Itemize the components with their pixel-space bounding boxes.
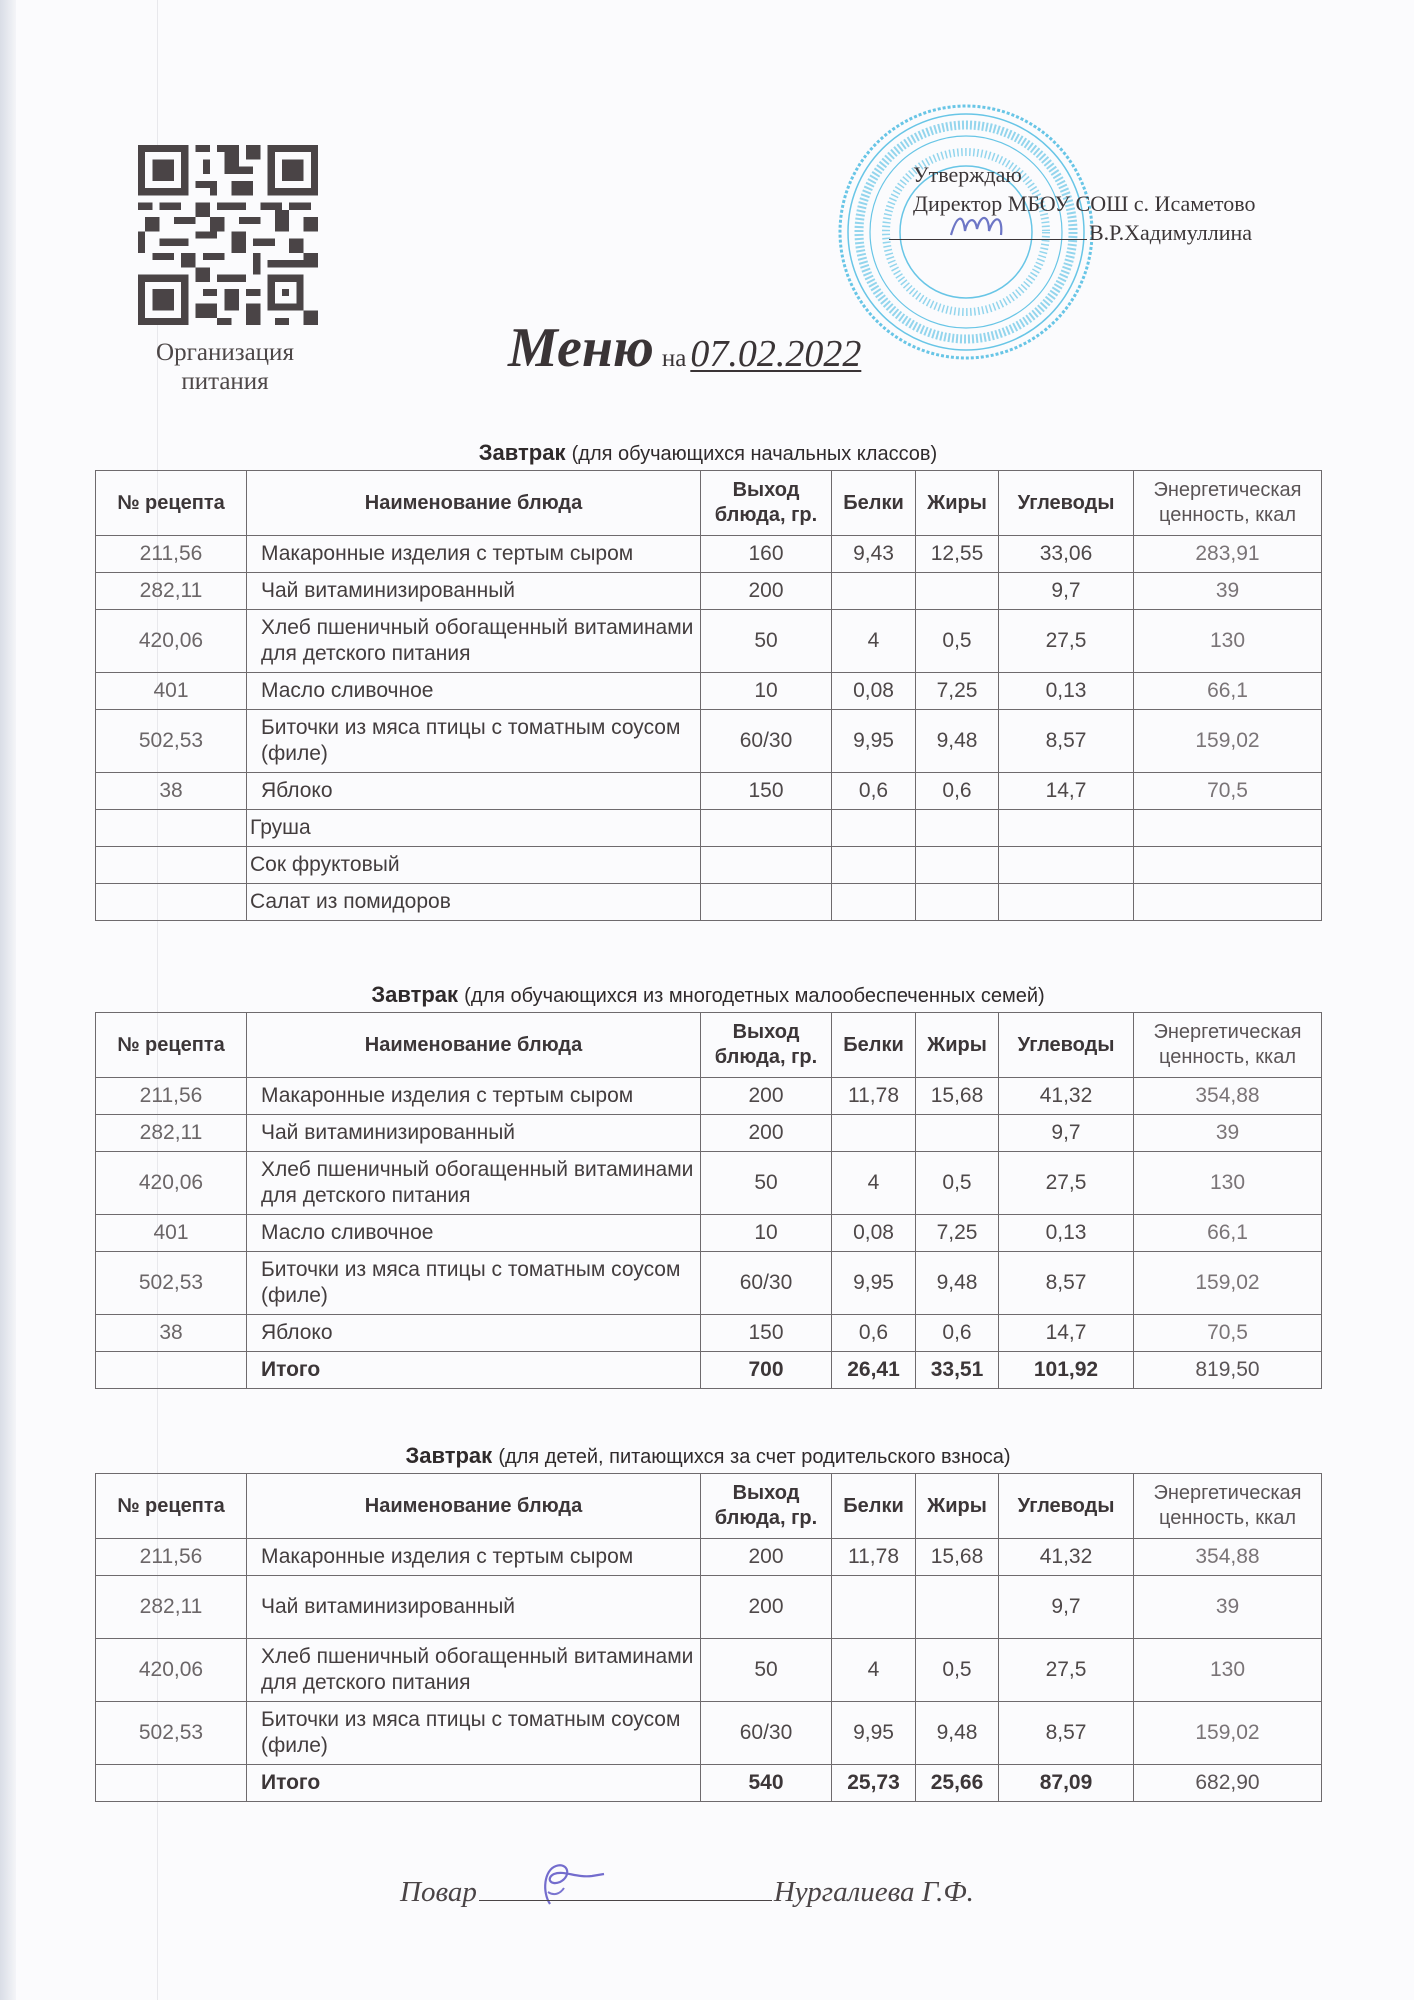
protein: 0,08 <box>832 673 916 710</box>
dish-name: Чай витаминизированный <box>247 1576 701 1639</box>
fat <box>916 1115 999 1152</box>
fat: 7,25 <box>916 673 999 710</box>
yield: 200 <box>701 1539 832 1576</box>
menu-table-primary-classes <box>95 470 1322 921</box>
yield: 60/30 <box>701 1252 832 1315</box>
recipe-number: 401 <box>96 1215 247 1252</box>
carbs: 41,32 <box>999 1539 1134 1576</box>
col-yield: Выход блюда, гр. <box>701 471 832 536</box>
approval-block <box>913 160 1256 247</box>
col-energy: Энергетическая ценность, ккал <box>1134 1474 1322 1539</box>
dish-name: Макаронные изделия с тертым сыром <box>247 1078 701 1115</box>
protein <box>832 1115 916 1152</box>
dish-name: Масло сливочное <box>247 673 701 710</box>
carbs: 41,32 <box>999 1078 1134 1115</box>
dish-name: Биточки из мяса птицы с томатным соусом (филе) <box>247 1252 701 1315</box>
total-yield: 540 <box>701 1765 832 1802</box>
col-fat: Жиры <box>916 1013 999 1078</box>
table-row <box>96 536 1322 573</box>
section-title-bold: Завтрак <box>478 440 566 465</box>
fat: 0,5 <box>916 610 999 673</box>
total-energy: 682,90 <box>1134 1765 1322 1802</box>
yield: 200 <box>701 573 832 610</box>
table-row <box>96 1078 1322 1115</box>
dish-name: Хлеб пшеничный обогащенный витаминами для детского питания <box>247 1152 701 1215</box>
director-signature-line <box>889 239 1087 240</box>
menu-table-large-families <box>95 1012 1322 1389</box>
recipe-number: 502,53 <box>96 1702 247 1765</box>
yield <box>701 810 832 847</box>
energy: 70,5 <box>1134 773 1322 810</box>
table-row <box>96 1702 1322 1765</box>
carbs <box>999 884 1134 921</box>
total-fat: 25,66 <box>916 1765 999 1802</box>
carbs <box>999 847 1134 884</box>
energy: 66,1 <box>1134 673 1322 710</box>
yield: 50 <box>701 610 832 673</box>
protein <box>832 884 916 921</box>
carbs: 9,7 <box>999 573 1134 610</box>
dish-name: Макаронные изделия с тертым сыром <box>247 536 701 573</box>
table-header-row <box>96 1474 1322 1539</box>
recipe-number <box>96 810 247 847</box>
col-recipe-number: № рецепта <box>96 1013 247 1078</box>
carbs <box>999 810 1134 847</box>
total-recipe-empty <box>96 1352 247 1389</box>
section-title-sub: (для детей, питающихся за счет родительского взноса) <box>498 1446 1011 1468</box>
col-yield: Выход блюда, гр. <box>701 1013 832 1078</box>
carbs: 8,57 <box>999 710 1134 773</box>
recipe-number: 282,11 <box>96 1576 247 1639</box>
section-title-parent-paid <box>95 1443 1321 1469</box>
yield: 60/30 <box>701 1702 832 1765</box>
protein <box>832 847 916 884</box>
recipe-number: 38 <box>96 773 247 810</box>
yield: 10 <box>701 673 832 710</box>
col-dish-name: Наименование блюда <box>247 471 701 536</box>
table-row <box>96 573 1322 610</box>
menu-table-parent-paid <box>95 1473 1322 1802</box>
yield: 160 <box>701 536 832 573</box>
recipe-number <box>96 884 247 921</box>
total-protein: 26,41 <box>832 1352 916 1389</box>
section-title-large-families <box>95 982 1321 1008</box>
qr-block <box>130 145 320 396</box>
yield <box>701 884 832 921</box>
fat <box>916 847 999 884</box>
recipe-number: 211,56 <box>96 536 247 573</box>
fat: 12,55 <box>916 536 999 573</box>
table-row <box>96 1252 1322 1315</box>
protein: 9,43 <box>832 536 916 573</box>
energy: 39 <box>1134 1115 1322 1152</box>
energy: 283,91 <box>1134 536 1322 573</box>
total-yield: 700 <box>701 1352 832 1389</box>
yield: 200 <box>701 1576 832 1639</box>
yield: 10 <box>701 1215 832 1252</box>
col-protein: Белки <box>832 1013 916 1078</box>
fat: 15,68 <box>916 1539 999 1576</box>
table-row <box>96 1115 1322 1152</box>
energy: 354,88 <box>1134 1539 1322 1576</box>
recipe-number: 282,11 <box>96 573 247 610</box>
col-carbs: Углеводы <box>999 471 1134 536</box>
fat: 15,68 <box>916 1078 999 1115</box>
table-header-row <box>96 471 1322 536</box>
qr-code-icon <box>138 145 318 325</box>
recipe-number: 420,06 <box>96 1639 247 1702</box>
total-energy: 819,50 <box>1134 1352 1322 1389</box>
total-protein: 25,73 <box>832 1765 916 1802</box>
carbs: 27,5 <box>999 610 1134 673</box>
col-recipe-number: № рецепта <box>96 471 247 536</box>
recipe-number: 211,56 <box>96 1078 247 1115</box>
total-carbs: 87,09 <box>999 1765 1134 1802</box>
table-total-row <box>96 1765 1322 1802</box>
recipe-number: 38 <box>96 1315 247 1352</box>
recipe-number: 211,56 <box>96 1539 247 1576</box>
dish-name: Сок фруктовый <box>247 847 701 884</box>
table-row <box>96 1315 1322 1352</box>
fat: 0,5 <box>916 1152 999 1215</box>
dish-name: Салат из помидоров <box>247 884 701 921</box>
protein: 4 <box>832 1152 916 1215</box>
recipe-number: 502,53 <box>96 710 247 773</box>
protein: 11,78 <box>832 1078 916 1115</box>
recipe-number: 420,06 <box>96 610 247 673</box>
total-carbs: 101,92 <box>999 1352 1134 1389</box>
protein: 4 <box>832 610 916 673</box>
total-label: Итого <box>247 1352 701 1389</box>
energy: 159,02 <box>1134 710 1322 773</box>
col-protein: Белки <box>832 1474 916 1539</box>
carbs: 8,57 <box>999 1252 1134 1315</box>
carbs: 14,7 <box>999 1315 1134 1352</box>
table-row <box>96 1539 1322 1576</box>
col-fat: Жиры <box>916 471 999 536</box>
table-row <box>96 810 1322 847</box>
table-total-row <box>96 1352 1322 1389</box>
protein: 9,95 <box>832 1702 916 1765</box>
section-title-bold: Завтрак <box>405 1443 493 1468</box>
col-carbs: Углеводы <box>999 1013 1134 1078</box>
table-row <box>96 1639 1322 1702</box>
carbs: 14,7 <box>999 773 1134 810</box>
qr-caption-line1: Организация <box>156 339 294 366</box>
fat: 0,6 <box>916 773 999 810</box>
cook-signature-line <box>479 1900 772 1901</box>
table-row <box>96 610 1322 673</box>
yield: 150 <box>701 1315 832 1352</box>
carbs: 33,06 <box>999 536 1134 573</box>
fat: 9,48 <box>916 1252 999 1315</box>
energy: 70,5 <box>1134 1315 1322 1352</box>
protein: 0,08 <box>832 1215 916 1252</box>
section-title-bold: Завтрак <box>371 982 459 1007</box>
table-row <box>96 673 1322 710</box>
approval-position: Директор МБОУ СОШ с. Исаметово <box>913 191 1256 216</box>
col-recipe-number: № рецепта <box>96 1474 247 1539</box>
energy: 130 <box>1134 610 1322 673</box>
approval-heading: Утверждаю <box>913 162 1022 187</box>
fat: 9,48 <box>916 1702 999 1765</box>
col-dish-name: Наименование блюда <box>247 1013 701 1078</box>
fat: 9,48 <box>916 710 999 773</box>
protein <box>832 573 916 610</box>
recipe-number: 420,06 <box>96 1152 247 1215</box>
table-row <box>96 884 1322 921</box>
protein: 0,6 <box>832 773 916 810</box>
col-energy: Энергетическая ценность, ккал <box>1134 1013 1322 1078</box>
page-title <box>508 316 861 380</box>
energy <box>1134 884 1322 921</box>
qr-caption <box>130 338 320 396</box>
protein <box>832 810 916 847</box>
col-carbs: Углеводы <box>999 1474 1134 1539</box>
carbs: 27,5 <box>999 1639 1134 1702</box>
fat: 0,6 <box>916 1315 999 1352</box>
dish-name: Яблоко <box>247 1315 701 1352</box>
energy <box>1134 847 1322 884</box>
carbs: 8,57 <box>999 1702 1134 1765</box>
table-row <box>96 1576 1322 1639</box>
qr-caption-line2: питания <box>181 368 269 395</box>
table-header-row <box>96 1013 1322 1078</box>
dish-name: Чай витаминизированный <box>247 573 701 610</box>
protein: 11,78 <box>832 1539 916 1576</box>
carbs: 9,7 <box>999 1576 1134 1639</box>
menu-date: 07.02.2022 <box>690 333 862 375</box>
table-row <box>96 1215 1322 1252</box>
yield: 50 <box>701 1152 832 1215</box>
yield: 200 <box>701 1078 832 1115</box>
col-protein: Белки <box>832 471 916 536</box>
dish-name: Груша <box>247 810 701 847</box>
dish-name: Масло сливочное <box>247 1215 701 1252</box>
yield: 60/30 <box>701 710 832 773</box>
fat: 0,5 <box>916 1639 999 1702</box>
dish-name: Макаронные изделия с тертым сыром <box>247 1539 701 1576</box>
energy: 354,88 <box>1134 1078 1322 1115</box>
recipe-number: 282,11 <box>96 1115 247 1152</box>
energy: 39 <box>1134 573 1322 610</box>
energy: 159,02 <box>1134 1252 1322 1315</box>
protein: 0,6 <box>832 1315 916 1352</box>
table-row <box>96 847 1322 884</box>
carbs: 27,5 <box>999 1152 1134 1215</box>
director-name: В.Р.Хадимуллина <box>1089 220 1253 245</box>
table-row <box>96 710 1322 773</box>
protein: 9,95 <box>832 1252 916 1315</box>
approval-signatory <box>913 218 1256 247</box>
fat: 7,25 <box>916 1215 999 1252</box>
dish-name: Яблоко <box>247 773 701 810</box>
energy: 66,1 <box>1134 1215 1322 1252</box>
carbs: 0,13 <box>999 673 1134 710</box>
dish-name: Хлеб пшеничный обогащенный витаминами для детского питания <box>247 1639 701 1702</box>
table-row <box>96 773 1322 810</box>
energy: 130 <box>1134 1639 1322 1702</box>
protein <box>832 1576 916 1639</box>
section-title-primary-classes <box>95 440 1321 466</box>
energy: 130 <box>1134 1152 1322 1215</box>
cook-signature-block <box>400 1876 974 1909</box>
dish-name: Биточки из мяса птицы с томатным соусом (филе) <box>247 710 701 773</box>
protein: 4 <box>832 1639 916 1702</box>
dish-name: Биточки из мяса птицы с томатным соусом (филе) <box>247 1702 701 1765</box>
yield: 200 <box>701 1115 832 1152</box>
recipe-number: 401 <box>96 673 247 710</box>
energy: 159,02 <box>1134 1702 1322 1765</box>
energy: 39 <box>1134 1576 1322 1639</box>
cook-name: Нургалиева Г.Ф. <box>773 1876 974 1908</box>
fat <box>916 884 999 921</box>
yield: 50 <box>701 1639 832 1702</box>
col-yield: Выход блюда, гр. <box>701 1474 832 1539</box>
total-recipe-empty <box>96 1765 247 1802</box>
fat <box>916 810 999 847</box>
table-row <box>96 1152 1322 1215</box>
cook-role: Повар <box>400 1876 477 1908</box>
recipe-number <box>96 847 247 884</box>
total-fat: 33,51 <box>916 1352 999 1389</box>
yield: 150 <box>701 773 832 810</box>
section-title-sub: (для обучающихся начальных классов) <box>571 443 938 465</box>
recipe-number: 502,53 <box>96 1252 247 1315</box>
total-label: Итого <box>247 1765 701 1802</box>
col-fat: Жиры <box>916 1474 999 1539</box>
col-dish-name: Наименование блюда <box>247 1474 701 1539</box>
carbs: 9,7 <box>999 1115 1134 1152</box>
protein: 9,95 <box>832 710 916 773</box>
fat <box>916 1576 999 1639</box>
dish-name: Чай витаминизированный <box>247 1115 701 1152</box>
dish-name: Хлеб пшеничный обогащенный витаминами для детского питания <box>247 610 701 673</box>
scan-edge <box>0 0 16 2000</box>
yield <box>701 847 832 884</box>
energy <box>1134 810 1322 847</box>
col-energy: Энергетическая ценность, ккал <box>1134 471 1322 536</box>
carbs: 0,13 <box>999 1215 1134 1252</box>
fat <box>916 573 999 610</box>
title-preposition: на <box>661 345 687 372</box>
title-word: Меню <box>508 317 654 379</box>
section-title-sub: (для обучающихся из многодетных малообеспеченных семей) <box>464 985 1045 1007</box>
